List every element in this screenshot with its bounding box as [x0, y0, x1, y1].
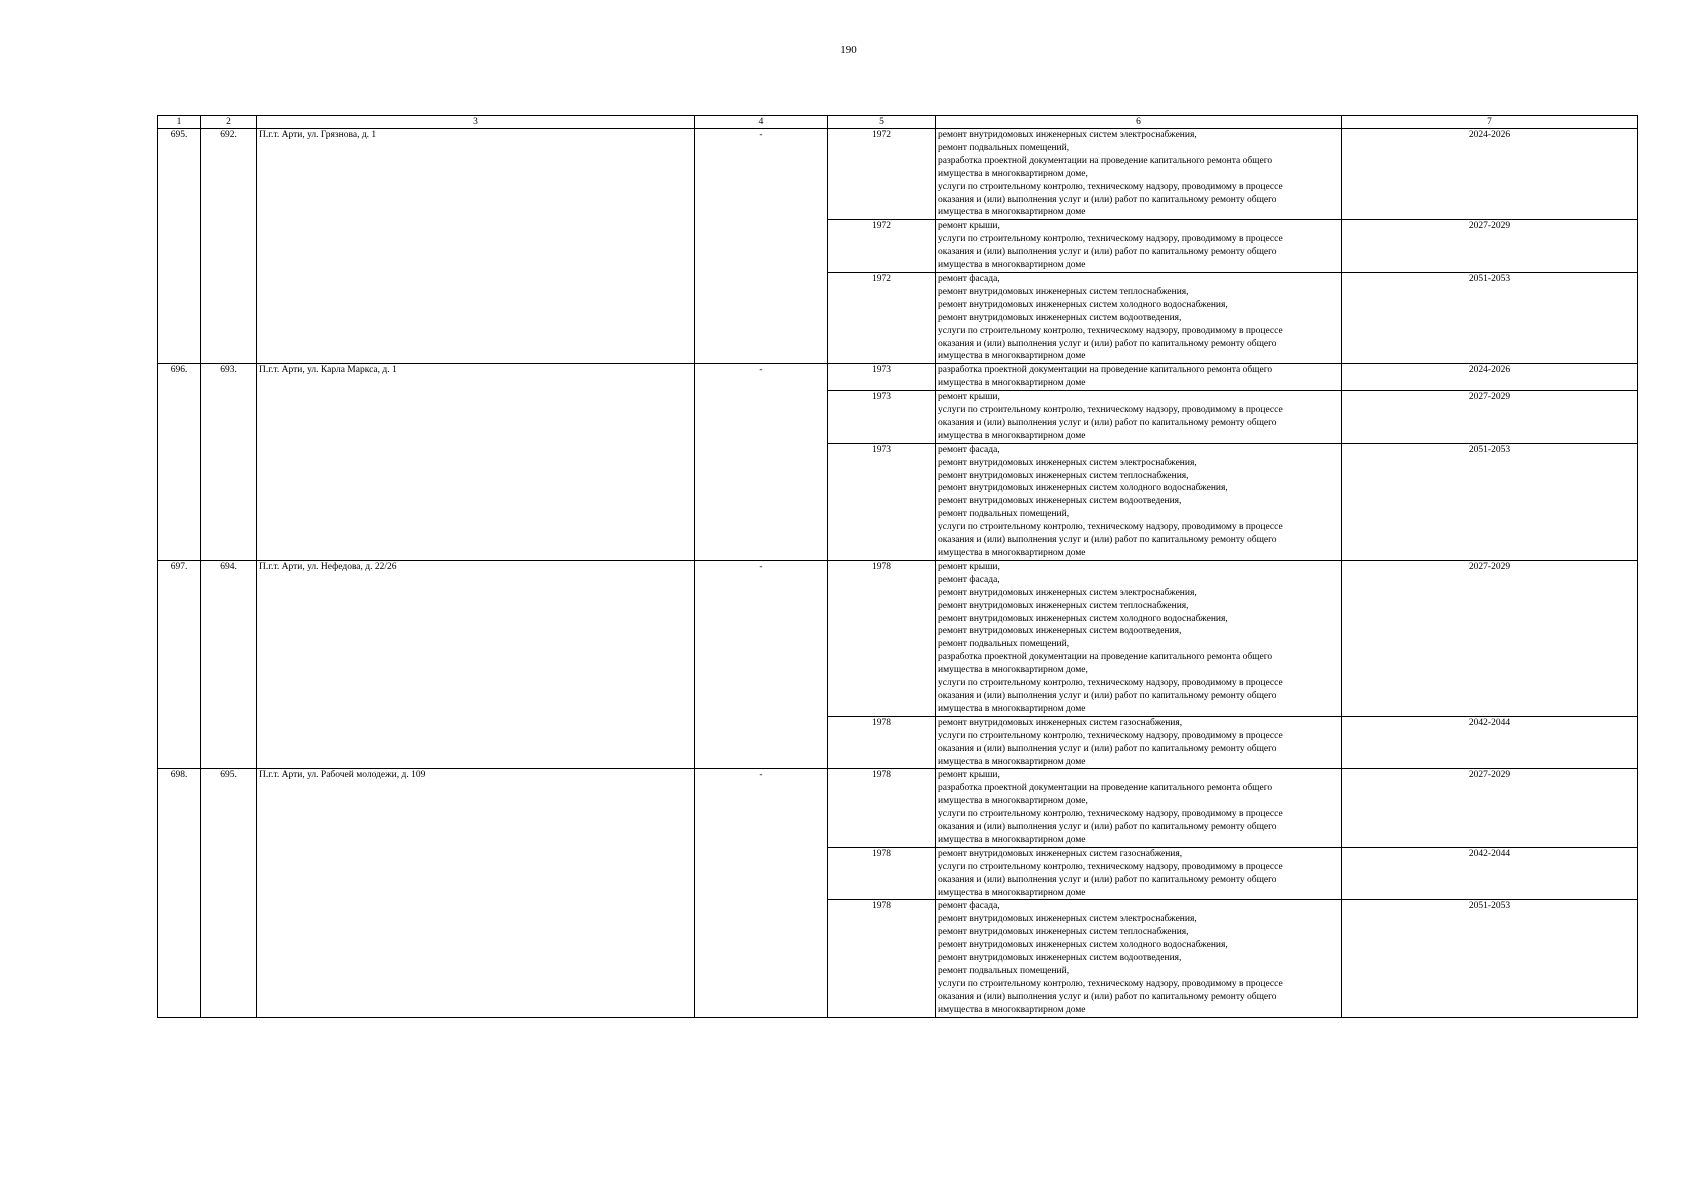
- works-line: ремонт внутридомовых инженерных систем электроснабжения,: [938, 130, 1197, 140]
- works-line: ремонт крыши,: [938, 392, 1000, 403]
- works-line: ремонт внутридомовых инженерных систем газоснабжения,: [938, 717, 1183, 728]
- year-cell: 1978: [828, 560, 936, 716]
- table-row: [158, 560, 1638, 716]
- works-line: услуги по строительному контролю, техническому надзору, проводимому в процессе: [938, 181, 1283, 192]
- works-line: оказания и (или) выполнения услуг и (или) работ по капитальному ремонту общего: [938, 338, 1277, 349]
- works-line: услуги по строительному контролю, техническому надзору, проводимому в процессе: [938, 861, 1283, 872]
- column-header: 4: [695, 116, 828, 129]
- column-header: 6: [936, 116, 1342, 129]
- period-cell: 2024-2026: [1342, 129, 1638, 220]
- period-cell: 2051-2053: [1342, 272, 1638, 363]
- works-line: имущества в многоквартирном доме: [938, 351, 1086, 362]
- works-line: имущества в многоквартирном доме: [938, 1004, 1086, 1015]
- works-line: разработка проектной документации на проведение капитального ремонта общего: [938, 783, 1273, 794]
- year-cell: 1978: [828, 769, 936, 847]
- works-cell: [936, 391, 1342, 444]
- works-line: имущества в многоквартирном доме,: [938, 168, 1088, 179]
- works-line: услуги по строительному контролю, техническому надзору, проводимому в процессе: [938, 234, 1283, 245]
- works-line: оказания и (или) выполнения услуг и (или) работ по капитальному ремонту общего: [938, 247, 1277, 258]
- column-header: 7: [1342, 116, 1638, 129]
- works-line: имущества в многоквартирном доме: [938, 378, 1086, 389]
- column4-cell: -: [695, 129, 828, 364]
- works-cell: [936, 847, 1342, 900]
- works-line: ремонт внутридомовых инженерных систем водоотведения,: [938, 626, 1182, 637]
- works-cell: [936, 443, 1342, 560]
- page-number: 190: [840, 44, 857, 56]
- works-line: услуги по строительному контролю, техническому надзору, проводимому в процессе: [938, 978, 1283, 989]
- works-cell: [936, 900, 1342, 1017]
- year-cell: 1972: [828, 272, 936, 363]
- works-line: оказания и (или) выполнения услуг и (или) работ по капитальному ремонту общего: [938, 690, 1277, 701]
- works-line: ремонт внутридомовых инженерных систем газоснабжения,: [938, 848, 1183, 859]
- works-line: разработка проектной документации на проведение капитального ремонта общего: [938, 652, 1273, 663]
- works-line: ремонт внутридомовых инженерных систем холодного водоснабжения,: [938, 483, 1228, 494]
- works-line: ремонт подвальных помещений,: [938, 966, 1070, 976]
- works-cell: [936, 769, 1342, 847]
- column-header: 5: [828, 116, 936, 129]
- works-line: имущества в многоквартирном доме,: [938, 796, 1088, 807]
- period-cell: 2027-2029: [1342, 769, 1638, 847]
- works-line: имущества в многоквартирном доме,: [938, 665, 1088, 676]
- works-line: ремонт внутридомовых инженерных систем теплоснабжения,: [938, 927, 1189, 938]
- address-cell: П.г.т. Арти, ул. Карла Маркса, д. 1: [257, 364, 695, 561]
- works-line: разработка проектной документации на проведение капитального ремонта общего: [938, 365, 1273, 376]
- period-cell: 2027-2029: [1342, 220, 1638, 273]
- works-line: ремонт подвальных помещений,: [938, 639, 1070, 650]
- works-line: ремонт крыши,: [938, 561, 1000, 572]
- entry-number-cell: 696.: [158, 364, 201, 561]
- house-number-cell: 695.: [201, 769, 257, 1017]
- works-line: оказания и (или) выполнения услуг и (или) работ по капитальному ремонту общего: [938, 743, 1277, 754]
- works-line: имущества в многоквартирном доме: [938, 703, 1086, 714]
- year-cell: 1973: [828, 391, 936, 444]
- column4-cell: -: [695, 769, 828, 1017]
- works-cell: [936, 560, 1342, 716]
- works-line: ремонт фасада,: [938, 901, 1000, 912]
- works-line: ремонт внутридомовых инженерных систем водоотведения,: [938, 953, 1182, 964]
- works-line: услуги по строительному контролю, техническому надзору, проводимому в процессе: [938, 809, 1283, 820]
- year-cell: 1972: [828, 220, 936, 273]
- works-line: имущества в многоквартирном доме: [938, 756, 1086, 767]
- table-row: [158, 129, 1638, 220]
- period-cell: 2027-2029: [1342, 391, 1638, 444]
- works-line: услуги по строительному контролю, техническому надзору, проводимому в процессе: [938, 522, 1283, 533]
- works-line: ремонт внутридомовых инженерных систем электроснабжения,: [938, 587, 1197, 598]
- column4-cell: -: [695, 560, 828, 769]
- works-line: имущества в многоквартирном доме: [938, 834, 1086, 845]
- year-cell: 1978: [828, 900, 936, 1017]
- year-cell: 1973: [828, 443, 936, 560]
- table-row: [158, 769, 1638, 847]
- works-line: ремонт подвальных помещений,: [938, 509, 1070, 520]
- works-line: услуги по строительному контролю, техническому надзору, проводимому в процессе: [938, 405, 1283, 416]
- works-line: имущества в многоквартирном доме: [938, 430, 1086, 441]
- works-line: услуги по строительному контролю, техническому надзору, проводимому в процессе: [938, 678, 1283, 689]
- works-line: оказания и (или) выполнения услуг и (или) работ по капитальному ремонту общего: [938, 194, 1277, 205]
- year-cell: 1978: [828, 847, 936, 900]
- works-line: ремонт внутридомовых инженерных систем холодного водоснабжения,: [938, 940, 1228, 951]
- period-cell: 2027-2029: [1342, 560, 1638, 716]
- works-cell: [936, 272, 1342, 363]
- works-line: ремонт внутридомовых инженерных систем водоотведения,: [938, 312, 1182, 323]
- works-line: имущества в многоквартирном доме: [938, 548, 1086, 558]
- works-line: ремонт крыши,: [938, 770, 1000, 781]
- entry-number-cell: 698.: [158, 769, 201, 1017]
- works-line: ремонт фасада,: [938, 444, 1000, 455]
- works-line: имущества в многоквартирном доме: [938, 260, 1086, 271]
- table-body: [158, 129, 1638, 1018]
- works-line: имущества в многоквартирном доме: [938, 207, 1086, 218]
- works-line: имущества в многоквартирном доме: [938, 887, 1086, 898]
- period-cell: 2024-2026: [1342, 364, 1638, 391]
- works-line: разработка проектной документации на проведение капитального ремонта общего: [938, 155, 1273, 166]
- works-line: ремонт внутридомовых инженерных систем холодного водоснабжения,: [938, 299, 1228, 310]
- entry-number-cell: 695.: [158, 129, 201, 364]
- column-header: 1: [158, 116, 201, 129]
- works-line: услуги по строительному контролю, техническому надзору, проводимому в процессе: [938, 325, 1283, 336]
- works-line: ремонт внутридомовых инженерных систем электроснабжения,: [938, 457, 1197, 468]
- works-line: ремонт внутридомовых инженерных систем теплоснабжения,: [938, 286, 1189, 297]
- works-line: ремонт внутридомовых инженерных систем электроснабжения,: [938, 914, 1197, 925]
- period-cell: 2051-2053: [1342, 900, 1638, 1017]
- period-cell: 2042-2044: [1342, 847, 1638, 900]
- year-cell: 1972: [828, 129, 936, 220]
- works-line: ремонт внутридомовых инженерных систем водоотведения,: [938, 496, 1182, 507]
- address-cell: П.г.т. Арти, ул. Нефедова, д. 22/26: [257, 560, 695, 769]
- address-cell: П.г.т. Арти, ул. Рабочей молодежи, д. 109: [257, 769, 695, 1017]
- column-header: 2: [201, 116, 257, 129]
- works-cell: [936, 716, 1342, 769]
- works-line: ремонт фасада,: [938, 273, 1000, 284]
- works-line: ремонт подвальных помещений,: [938, 142, 1070, 153]
- works-line: оказания и (или) выполнения услуг и (или) работ по капитальному ремонту общего: [938, 535, 1277, 546]
- works-line: оказания и (или) выполнения услуг и (или) работ по капитальному ремонту общего: [938, 991, 1277, 1002]
- works-cell: [936, 364, 1342, 391]
- works-line: услуги по строительному контролю, техническому надзору, проводимому в процессе: [938, 730, 1283, 741]
- period-cell: 2051-2053: [1342, 443, 1638, 560]
- works-line: ремонт внутридомовых инженерных систем теплоснабжения,: [938, 470, 1189, 481]
- column-header: 3: [257, 116, 695, 129]
- entry-number-cell: 697.: [158, 560, 201, 769]
- works-line: оказания и (или) выполнения услуг и (или) работ по капитальному ремонту общего: [938, 874, 1277, 885]
- works-line: оказания и (или) выполнения услуг и (или) работ по капитальному ремонту общего: [938, 417, 1277, 428]
- works-line: ремонт крыши,: [938, 221, 1000, 232]
- year-cell: 1973: [828, 364, 936, 391]
- works-line: оказания и (или) выполнения услуг и (или) работ по капитальному ремонту общего: [938, 822, 1277, 833]
- repair-schedule-table: [157, 115, 1638, 1018]
- house-number-cell: 693.: [201, 364, 257, 561]
- table-row: [158, 364, 1638, 391]
- house-number-cell: 694.: [201, 560, 257, 769]
- house-number-cell: 692.: [201, 129, 257, 364]
- works-cell: [936, 220, 1342, 273]
- column-number-header-row: [158, 116, 1638, 129]
- year-cell: 1978: [828, 716, 936, 769]
- works-line: ремонт фасада,: [938, 574, 1000, 585]
- works-line: ремонт внутридомовых инженерных систем холодного водоснабжения,: [938, 613, 1228, 624]
- works-line: ремонт внутридомовых инженерных систем теплоснабжения,: [938, 600, 1189, 611]
- period-cell: 2042-2044: [1342, 716, 1638, 769]
- column4-cell: -: [695, 364, 828, 561]
- works-cell: [936, 129, 1342, 220]
- address-cell: П.г.т. Арти, ул. Грязнова, д. 1: [257, 129, 695, 364]
